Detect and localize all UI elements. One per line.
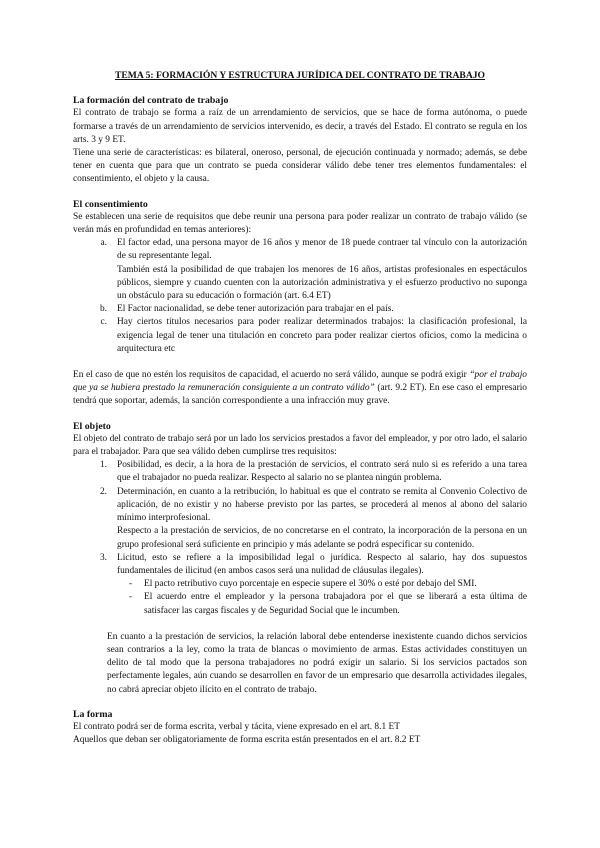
list-label: a. [100,238,107,249]
list-text: El factor edad, una persona mayor de 16 años y menor de 18 puede contraer tal vínculo con la autorización de su representante legal. [117,238,527,262]
section-heading: La formación del contrato de trabajo [73,95,229,107]
dash-text: El pacto retributivo cuyo porcentaje en especie supere el 30% o esté por debajo del SMI. [144,579,477,590]
list-label: 1. [99,460,107,471]
section-heading: El consentimiento [73,198,148,210]
list-label: c. [100,317,107,328]
list-text: Determinación, en cuanto a la retribución, lo habitual es que el contrato se remita al Convenio Colectivo de aplicación, de no existir y no haberse previsto por las partes, se procederá al menos al abono del salario mínimo interprofesional. [117,486,527,524]
list-text: El Factor nacionalidad, se debe tener autorización para trabajar en el país. [117,304,394,315]
closing-text: En el caso de que no estén los requisitos de capacidad, el acuerdo no será válido, aunque se podrá exigir [73,370,470,381]
paragraph: Aquellos que deban ser obligatoriamente de forma escrita están presentados en el art. 8.2 ET [73,735,421,746]
dash-bullet: - [129,592,133,603]
closing-text: (art. 9.2 ET). En ese caso el empresario tendrá que soportar, además, la sanción correspondiente a una infracción muy grave. [73,383,527,407]
paragraph: El contrato de trabajo se forma a raíz de un arrendamiento de servicios, que se hace de forma autónoma, o puede formarse a través de un arrendamiento de servicios intervenido, es decir, a través del Estado. El contrato se regula en los arts. 3 y 9 ET. [73,108,527,145]
section-formacion [73,94,527,186]
list-label: 3. [99,552,107,563]
document-title: TEMA 5: FORMACIÓN Y ESTRUCTURA JURÍDICA DEL CONTRATO DE TRABAJO [114,70,486,81]
list-text: También está la posibilidad de que trabajen los menores de 16 años, artistas profesionales en espectáculos públicos, siempre y cuando cuenten con la autorización administrativa y el esfuerzo productivo no suponga un obstáculo para su educación o formación (art. 6.4 ET) [117,264,527,302]
dash-item [129,578,527,591]
section-consentimiento [73,198,527,409]
paragraph: El objeto del contrato de trabajo será por un lado los servicios prestados a favor del empleador, y por otro lado, el salario para el trabajador. Para que sea válido deben cumplirse tres requisitos: [73,433,527,458]
list-item [73,303,527,316]
list-item [73,264,527,304]
list-item [73,552,527,578]
list-text: Posibilidad, es decir, a la hora de la prestación de servicios, el contrato será nulo si es referido a una tarea que el trabajador no pueda realizar. Respecto al salario no se plantea ningún problema. [117,460,527,484]
list-text: Licitud, esto se refiere a la imposibilidad legal o jurídica. Respecto al salario, hay dos supuestos fundamentales de ilicitud (en ambos casos será una nulidad de cláusulas ilegales). [117,552,527,576]
section-heading: La forma [73,708,113,720]
legal-quote: “por el trabajo que ya se hubiera prestado la remuneración consiguiente a un contrato válido” [73,370,527,394]
list-item [73,459,527,485]
list-item [73,316,527,356]
paragraph: En cuanto a la prestación de servicios, la relación laboral debe entenderse inexistente cuando dichos servicios sean contrarios a la ley, como la trata de blancas o movimiento de armas. Estas actividades constituyen un delito de tal modo que la persona trabajadores no podrá exigir un salario. Si los servicios pactados son perfectamente legales, aún cuando se desarrollen en favor de un empresario que desarrolla actividades ilegales, no cabrá apreciar objeto ilícito en el contrato de trabajo. [107,631,527,695]
list-label: 2. [99,486,107,497]
list-text: Hay ciertos títulos necesarios para poder realizar determinados trabajos: la clasificación profesional, la exigencia legal de tener una titulación en concreto para poder realizar ciertos oficios, como la medicina o arquitectura etc [117,317,527,354]
dash-item [129,591,527,617]
section-objeto [73,420,527,697]
dash-bullet: - [129,579,133,590]
paragraph: El contrato podrá ser de forma escrita, verbal y tácita, viene expresado en el art. 8.1 ET [73,721,400,732]
closing-paragraph [73,369,527,409]
dash-text: El acuerdo entre el empleador y la persona trabajadora por el que se liberará a esta última de satisfacer las cargas fiscales y de Seguridad Social que le incumben. [144,592,527,616]
list-continuation: Respecto a la prestación de servicios, de no concretarse en el contrato, la incorporación de la persona en un grupo profesional será suficiente en principio y más adelante se podrá especificar su contenido. [117,526,527,550]
paragraph: Se establecen una serie de requisitos que debe reunir una persona para poder realizar un contrato de trabajo válido (se verán más en profundidad en temas anteriores): [73,211,527,236]
list-item [73,237,527,263]
paragraph: Tiene una serie de características: es bilateral, oneroso, personal, de ejecución continuada y normado; además, se debe tener en cuenta que para que un contrato se pueda considerar válido debe tener tres elementos fundamentales: el consentimiento, el objeto y la causa. [73,148,527,185]
document-body [73,69,527,758]
section-heading: El objeto [73,420,111,432]
list-item [73,486,527,526]
section-forma [73,708,527,748]
list-label: b. [99,304,107,315]
list-label [73,264,117,304]
